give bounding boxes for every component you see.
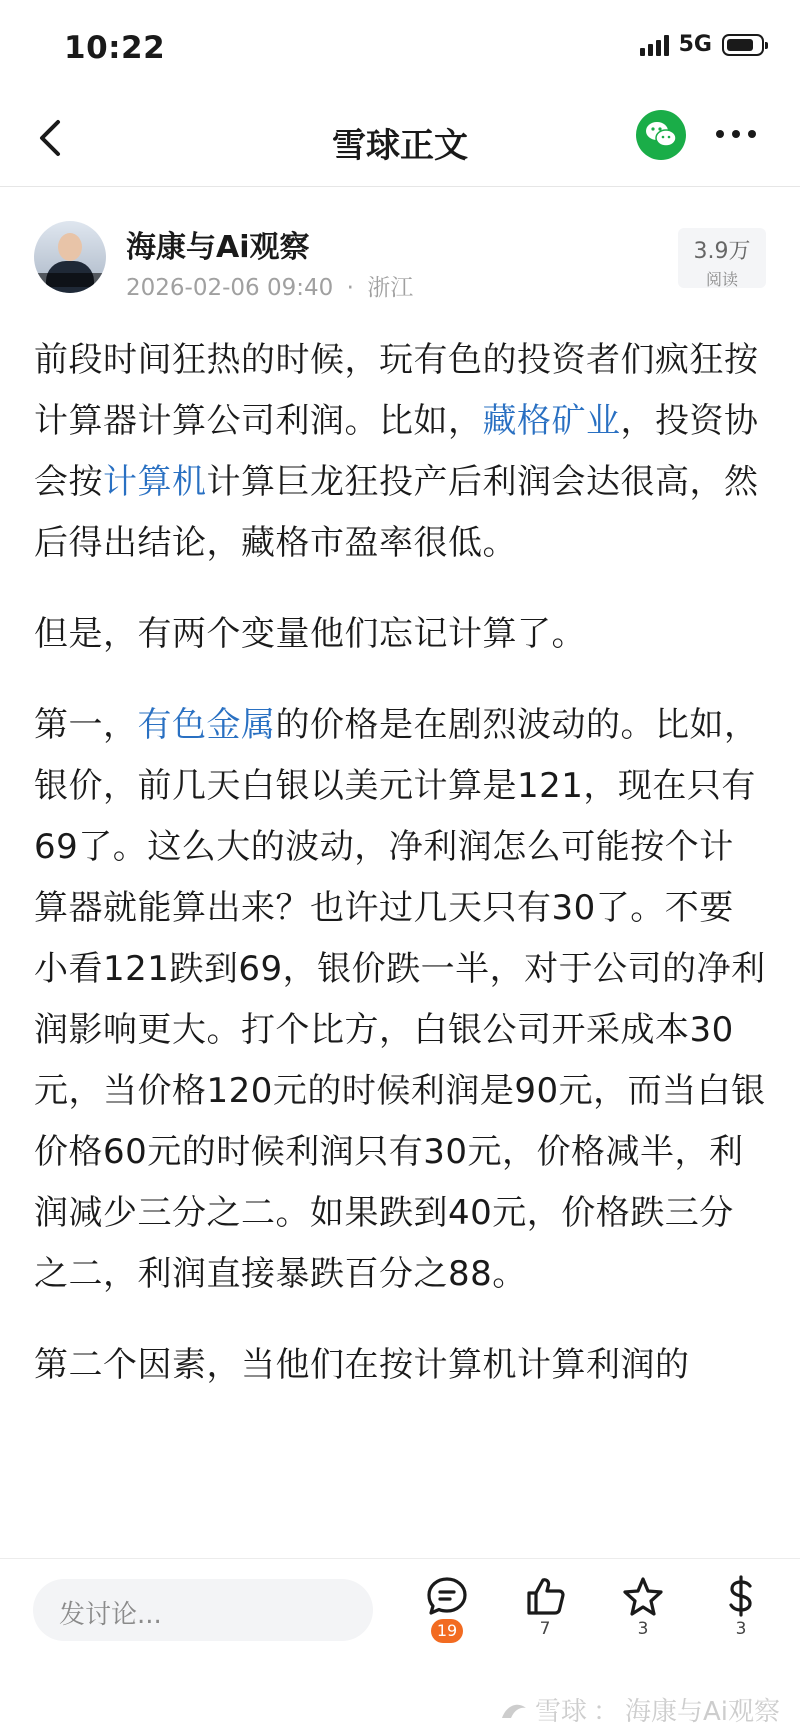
comment-count-badge: 19 — [431, 1619, 463, 1643]
read-count-box — [678, 228, 766, 288]
avatar[interactable] — [34, 221, 106, 293]
watermark-user: 海康与Ai观察 — [624, 1697, 780, 1727]
signal-icon — [640, 34, 669, 56]
nav-bar — [0, 90, 800, 187]
topic-link-nonferrous[interactable]: 有色金属 — [137, 705, 276, 745]
favorite-count: 3 — [637, 1619, 649, 1639]
reward-count: 3 — [735, 1619, 747, 1639]
status-indicators — [640, 32, 764, 57]
paragraph-text: 第一， — [34, 705, 138, 745]
post-date: 2026-02-06 09:40 — [126, 275, 334, 301]
bottom-action-bar — [0, 1558, 800, 1732]
page-title: 雪球正文 — [332, 126, 468, 166]
watermark-brand: 雪球 — [534, 1697, 587, 1727]
paragraph-text: 的价格是在剧烈波动的。比如，银价，前几天白银以美元计算是121，现在只有69了。这么大的波动，净利润怎么可能按个计算器就能算出来？也许过几天只有30了。不要小看121跌到69，银价跌一半，对于公司的净利润影响更大。打个比方，白银公司开采成本30元，当价格120元的时候利润是90元，而当白银价格60元的时候利润只有30元，价格减半，利润减少三分之二。如果跌到40元，价格跌三分之二，利润直接暴跌百分之88。 — [34, 705, 766, 1294]
article-paragraph: 但是，有两个变量他们忘记计算了。 — [34, 614, 586, 654]
paragraph-text: 计算巨龙狂投产后利润会达很高，然后得出结论，藏格市盈率很低。 — [34, 462, 759, 563]
article-body — [34, 330, 766, 1426]
paragraph-text: 前段时间狂热的时候，玩有色的投资者们疯狂按计算器计算公司利润。比如， — [34, 340, 759, 441]
reward-button[interactable] — [711, 1575, 771, 1639]
like-icon — [523, 1575, 567, 1617]
comment-button[interactable] — [417, 1575, 477, 1643]
like-count: 7 — [539, 1619, 551, 1639]
topic-link-computer[interactable]: 计算机 — [103, 462, 207, 502]
like-button[interactable] — [515, 1575, 575, 1639]
snowball-logo-icon — [499, 1698, 529, 1722]
wechat-icon — [644, 120, 678, 150]
share-wechat-button[interactable] — [636, 110, 686, 160]
star-icon — [621, 1575, 665, 1617]
watermark — [499, 1691, 780, 1728]
read-label: 阅读 — [705, 270, 738, 289]
more-button[interactable] — [716, 124, 756, 144]
comment-input[interactable] — [33, 1579, 373, 1641]
paragraph-text: ，投资协会按 — [34, 401, 759, 502]
status-time: 10:22 — [64, 30, 166, 66]
author-name[interactable]: 海康与Ai观察 — [126, 230, 310, 265]
article-paragraph — [34, 330, 766, 574]
read-count: 3.9万 — [693, 239, 751, 264]
watermark-separator: ： — [592, 1697, 619, 1727]
article-paragraph — [34, 695, 766, 1305]
comment-placeholder: 发讨论... — [59, 1600, 162, 1630]
meta-separator: · — [346, 275, 354, 301]
favorite-button[interactable] — [613, 1575, 673, 1639]
network-type: 5G — [678, 32, 712, 57]
comment-icon — [425, 1575, 469, 1617]
battery-icon — [722, 34, 764, 56]
article-paragraph: 第二个因素，当他们在按计算机计算利润的 — [34, 1345, 690, 1385]
dollar-icon — [719, 1575, 763, 1617]
stock-link-zangge[interactable]: 藏格矿业 — [482, 401, 621, 441]
post-location: 浙江 — [367, 275, 414, 301]
post-meta — [126, 269, 413, 302]
